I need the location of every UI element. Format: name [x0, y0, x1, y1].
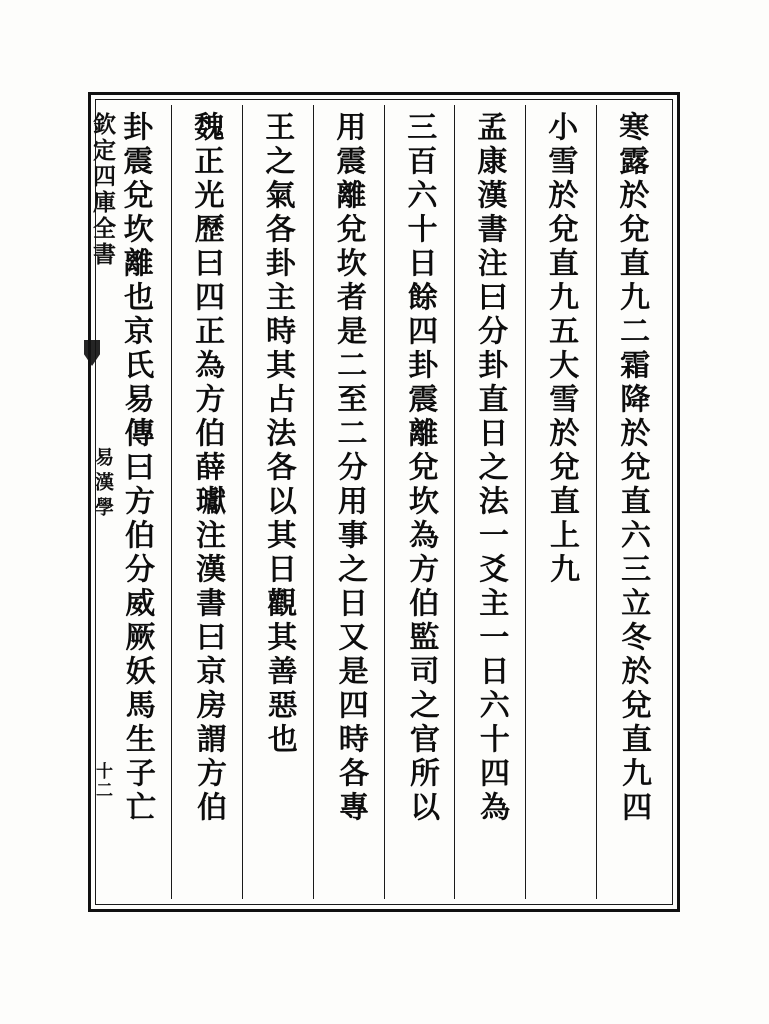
- text-column-container: [101, 105, 667, 899]
- column-text: 魏正光歷曰四正為方伯薛瓛注漢書曰京房謂方伯: [187, 110, 227, 826]
- column-text: 王之氣各卦主時其占法各以其日觀其善惡也: [258, 110, 297, 758]
- text-column: [525, 105, 596, 899]
- text-column: [242, 105, 313, 899]
- page-border-frame: [88, 92, 680, 912]
- column-text: 用震離兌坎者是二至二分用事之日又是四時各專: [329, 110, 368, 826]
- series-title: 欽定四庫全書: [89, 112, 116, 268]
- text-column: [171, 105, 242, 899]
- column-text: 寒露於兌直九二霜降於兌直六三立冬於兌直九四: [613, 110, 652, 826]
- page-number: 十二: [92, 762, 112, 800]
- text-column: [384, 105, 455, 899]
- column-text: 卦震兌坎離也京氏易傳曰方伯分威厥妖馬生子亡: [117, 110, 156, 826]
- text-column: [596, 105, 667, 899]
- column-text: 三百六十日餘四卦震離兌坎為方伯監司之官所以: [400, 110, 439, 826]
- work-title: 易漢學: [92, 447, 114, 522]
- column-text: 小雪於兌直九五大雪於兌直上九: [542, 110, 580, 588]
- text-column: [454, 105, 525, 899]
- column-text: 孟康漢書注曰分卦直日之法一爻主一日六十四為: [471, 110, 510, 826]
- text-column: [313, 105, 384, 899]
